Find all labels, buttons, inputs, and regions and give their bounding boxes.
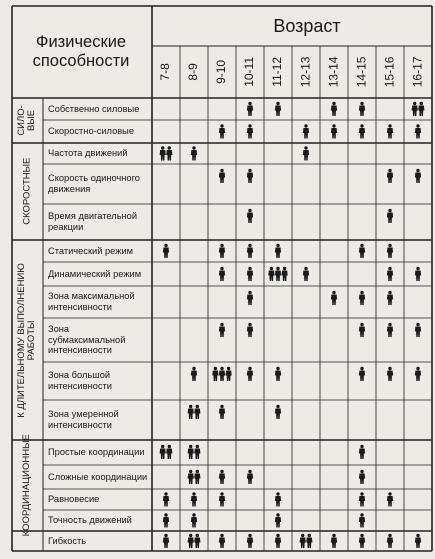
row-label: Динамический режим: [48, 268, 142, 279]
standing-person-icon: [188, 470, 194, 484]
standing-person-icon: [387, 492, 393, 506]
group-label-text: СИЛО- ВЫЕ: [16, 105, 38, 136]
standing-person-icon: [359, 102, 365, 116]
row-label: Собственно силовые: [48, 103, 140, 114]
standing-person-icon: [387, 367, 393, 381]
standing-person-icon: [331, 291, 337, 305]
abilities-header: Физические способности: [32, 33, 130, 70]
age-label: 16-17: [410, 56, 425, 88]
standing-person-icon: [412, 102, 418, 116]
standing-person-icon: [275, 492, 281, 506]
standing-person-icon: [275, 405, 281, 419]
standing-person-icon: [247, 209, 253, 223]
standing-person-icon: [387, 291, 393, 305]
standing-person-icon: [415, 124, 421, 138]
standing-person-icon: [194, 405, 200, 419]
standing-person-icon: [359, 492, 365, 506]
standing-person-icon: [331, 534, 337, 548]
standing-person-icon: [247, 534, 253, 548]
standing-person-icon: [188, 534, 194, 548]
standing-person-icon: [387, 169, 393, 183]
age-label: 15-16: [382, 56, 397, 88]
standing-person-icon: [359, 445, 365, 459]
standing-person-icon: [160, 146, 166, 160]
standing-person-icon: [387, 124, 393, 138]
standing-person-icon: [219, 267, 225, 281]
row-label: Скоростно-силовые: [48, 126, 135, 137]
standing-person-icon: [387, 267, 393, 281]
standing-person-icon: [219, 323, 225, 337]
standing-person-icon: [247, 102, 253, 116]
age-label: 13-14: [326, 56, 341, 88]
standing-person-icon: [247, 169, 253, 183]
row-label: Зона максимальной интенсивности: [48, 291, 135, 312]
standing-person-icon: [282, 267, 288, 281]
age-label: 9-10: [214, 59, 229, 85]
standing-person-icon: [387, 209, 393, 223]
row-label: Сложные координации: [48, 471, 148, 482]
standing-person-icon: [303, 124, 309, 138]
standing-person-icon: [359, 513, 365, 527]
standing-person-icon: [359, 367, 365, 381]
standing-person-icon: [247, 470, 253, 484]
age-label: 8-9: [186, 63, 201, 81]
standing-person-icon: [219, 169, 225, 183]
standing-person-icon: [219, 405, 225, 419]
standing-person-icon: [275, 513, 281, 527]
standing-person-icon: [415, 267, 421, 281]
standing-person-icon: [212, 367, 218, 381]
standing-person-icon: [219, 492, 225, 506]
group-label-text: К ДЛИТЕЛЬНОМУ ВЫПОЛНЕНИЮ РАБОТЫ: [16, 262, 38, 418]
standing-person-icon: [163, 244, 169, 258]
standing-person-icon: [219, 534, 225, 548]
row-label: Статический режим: [48, 245, 134, 256]
standing-person-icon: [191, 492, 197, 506]
age-header: Возраст: [273, 15, 341, 36]
standing-person-icon: [331, 102, 337, 116]
standing-person-icon: [247, 291, 253, 305]
standing-person-icon: [194, 445, 200, 459]
standing-person-icon: [166, 445, 172, 459]
standing-person-icon: [226, 367, 232, 381]
standing-person-icon: [300, 534, 306, 548]
row-label: Зона умеренной интенсивности: [48, 409, 119, 430]
standing-person-icon: [303, 267, 309, 281]
standing-person-icon: [219, 470, 225, 484]
standing-person-icon: [415, 169, 421, 183]
standing-person-icon: [275, 267, 281, 281]
standing-person-icon: [268, 267, 274, 281]
row-label: Время двигательной реакции: [48, 211, 138, 232]
standing-person-icon: [275, 367, 281, 381]
age-label: 11-12: [270, 57, 285, 87]
row-label: Равновесие: [48, 494, 100, 505]
standing-person-icon: [306, 534, 312, 548]
standing-person-icon: [166, 146, 172, 160]
standing-person-icon: [219, 124, 225, 138]
standing-person-icon: [194, 470, 200, 484]
standing-person-icon: [163, 534, 169, 548]
group-label-text: КООРДИНАЦИОННЫЕ: [21, 434, 33, 537]
standing-person-icon: [359, 291, 365, 305]
row-label: Точность движений: [48, 515, 132, 526]
age-label: 12-13: [298, 56, 313, 88]
standing-person-icon: [191, 146, 197, 160]
standing-person-icon: [247, 244, 253, 258]
standing-person-icon: [331, 124, 337, 138]
standing-person-icon: [219, 367, 225, 381]
row-label: Зона субмаксимальной интенсивности: [48, 323, 126, 356]
standing-person-icon: [418, 102, 424, 116]
row-label: Зона большой интенсивности: [48, 370, 112, 391]
standing-person-icon: [415, 534, 421, 548]
standing-person-icon: [247, 323, 253, 337]
standing-person-icon: [163, 492, 169, 506]
standing-person-icon: [188, 445, 194, 459]
standing-person-icon: [359, 470, 365, 484]
age-label: 10-11: [242, 57, 257, 87]
standing-person-icon: [247, 267, 253, 281]
standing-person-icon: [163, 513, 169, 527]
age-label: 14-15: [354, 56, 369, 88]
standing-person-icon: [275, 102, 281, 116]
standing-person-icon: [303, 146, 309, 160]
standing-person-icon: [219, 244, 225, 258]
standing-person-icon: [415, 367, 421, 381]
standing-person-icon: [275, 244, 281, 258]
standing-person-icon: [191, 513, 197, 527]
standing-person-icon: [359, 244, 365, 258]
row-label: Гибкость: [48, 535, 87, 546]
group-label-text: СКОРОСТНЫЕ: [21, 157, 33, 226]
standing-person-icon: [359, 323, 365, 337]
standing-person-icon: [387, 534, 393, 548]
standing-person-icon: [359, 534, 365, 548]
standing-person-icon: [275, 534, 281, 548]
standing-person-icon: [191, 367, 197, 381]
row-label: Частота движений: [48, 148, 128, 159]
standing-person-icon: [247, 367, 253, 381]
standing-person-icon: [415, 323, 421, 337]
age-label: 7-8: [158, 63, 173, 81]
standing-person-icon: [160, 445, 166, 459]
standing-person-icon: [194, 534, 200, 548]
standing-person-icon: [387, 323, 393, 337]
standing-person-icon: [387, 244, 393, 258]
row-label: Скорость одиночного движения: [48, 173, 140, 194]
standing-person-icon: [359, 124, 365, 138]
row-label: Простые координации: [48, 447, 145, 458]
standing-person-icon: [247, 124, 253, 138]
standing-person-icon: [188, 405, 194, 419]
